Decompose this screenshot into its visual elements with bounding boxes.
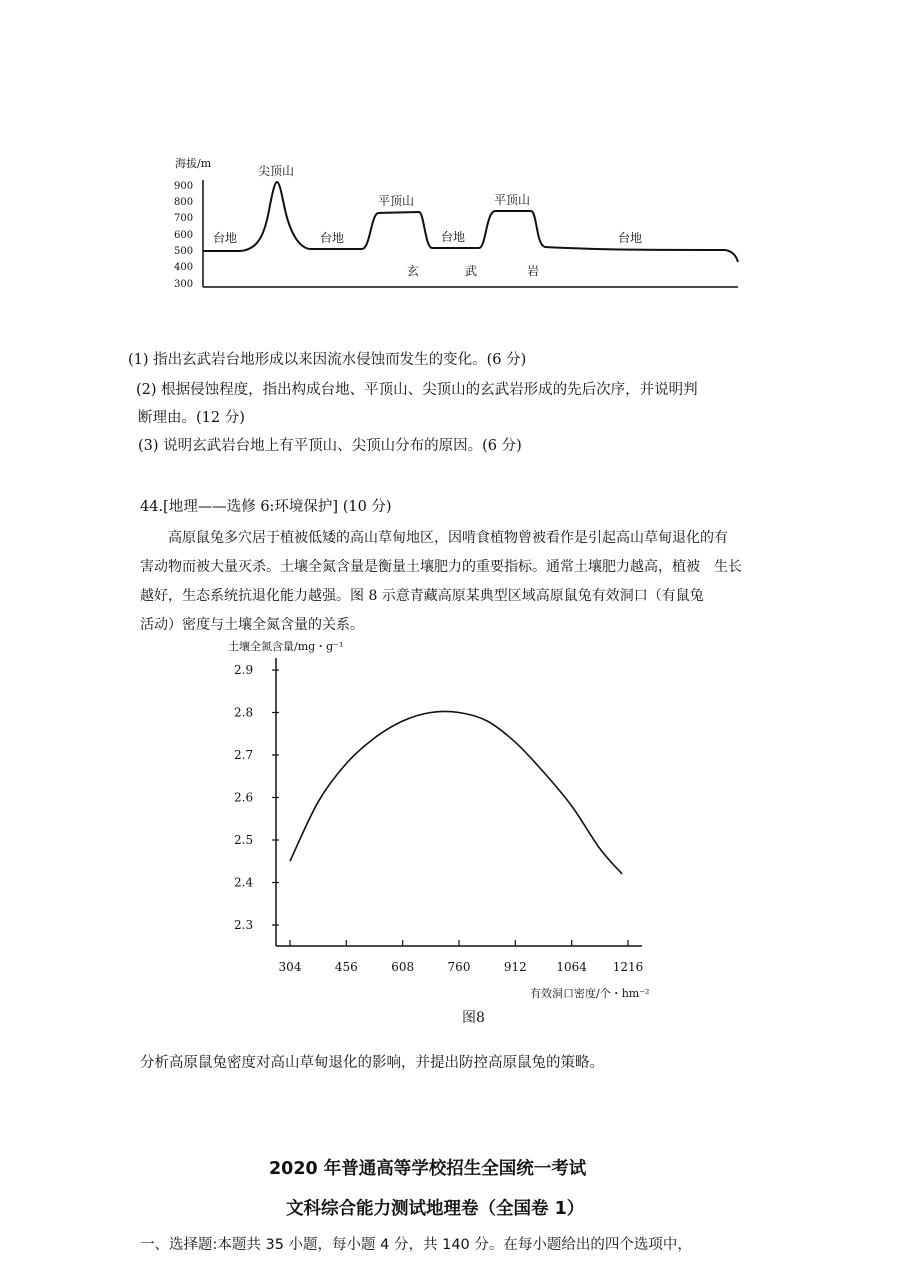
label-plateau-4: 台地 [618,231,643,245]
chart-y-tick-label: 2.5 [234,833,254,847]
chart-x-tick-label: 1064 [556,960,587,974]
label-flat-top-2: 平顶山 [494,193,531,207]
chart-x-tick-label: 608 [391,960,415,974]
label-plateau-1: 台地 [213,231,238,245]
profile-y-tick: 500 [174,246,194,257]
chart-y-tick-label: 2.8 [234,705,254,720]
profile-y-tick: 700 [174,213,194,224]
question-44-paragraph [140,524,742,640]
chart-x-tick-label: 456 [334,960,358,974]
chart-y-tick-label: 2.3 [234,918,254,932]
question-43-2-cont: 断理由。(12 分) [138,410,245,426]
label-flat-top-1: 平顶山 [378,194,415,208]
terrain-profile-figure [0,0,909,320]
chart-y-tick-label: 2.6 [234,790,254,805]
profile-y-ticks [174,181,193,290]
profile-y-tick: 300 [174,279,194,290]
question-43-3: (3) 说明玄武岩台地上有平顶山、尖顶山分布的原因。(6 分) [138,438,522,454]
question-44-prompt: 分析高原鼠兔密度对高山草甸退化的影响，并提出防控高原鼠兔的策略。 [140,1055,604,1071]
chart-y-tick-label: 2.9 [234,663,254,677]
chart-y-axis-label: 土壤全氮含量/mg・g⁻¹ [228,640,344,653]
label-plateau-3: 台地 [441,230,466,244]
paragraph-line: 高原鼠兔多穴居于植被低矮的高山草甸地区，因啃食植物曾被看作是引起高山草甸退化的有 [168,530,728,546]
chart-y-tick-label: 2.4 [234,875,254,890]
chart-series-line [290,711,622,874]
chart-x-tick-label: 304 [278,960,302,974]
exam-title-line-2: 文科综合能力测试地理卷（全国卷 1） [286,1199,585,1219]
chart-x-axis-label: 有效洞口密度/个・hm⁻² [530,987,650,1000]
label-rock-1: 玄 [407,264,420,278]
paragraph-line: 害动物而被大量灭杀。土壤全氮含量是衡量土壤肥力的重要指标。通常土壤肥力越高，植被 生长 [140,559,742,575]
figure-8-chart [0,630,909,1030]
profile-y-tick: 400 [174,262,194,273]
chart-x-tick-label: 760 [447,960,471,974]
exam-section-intro: 一、选择题:本题共 35 小题，每小题 4 分，共 140 分。在每小题给出的四个选项中， [140,1237,692,1253]
terrain-profile-line [203,182,738,262]
paragraph-line: 越好，生态系统抗退化能力越强。图 8 示意青藏高原某典型区域高原鼠兔有效洞口（有鼠兔 [140,588,704,604]
profile-y-tick: 800 [174,197,194,208]
label-rock-2: 武 [465,264,478,278]
label-plateau-2: 台地 [320,231,345,245]
chart-x-tick-label: 1216 [612,960,644,974]
question-43-2: (2) 根据侵蚀程度，指出构成台地、平顶山、尖顶山的玄武岩形成的先后次序，并说明判 [136,382,698,398]
profile-y-tick: 900 [174,181,194,192]
exam-title-line-1: 2020 年普通高等学校招生全国统一考试 [269,1159,587,1179]
profile-y-axis-title: 海拔/m [175,157,212,170]
chart-title: 图8 [462,1010,485,1026]
label-peak: 尖顶山 [258,164,295,178]
question-43-1: (1) 指出玄武岩台地形成以来因流水侵蚀而发生的变化。(6 分) [128,352,527,368]
profile-y-tick: 600 [174,230,194,241]
chart-y-tick-label: 2.7 [234,748,254,762]
paragraph-line: 活动）密度与土壤全氮含量的关系。 [140,617,364,633]
label-rock-3: 岩 [527,264,540,278]
question-44-heading: 44.[地理——选修 6:环境保护] (10 分) [140,499,392,515]
chart-x-tick-label: 912 [503,960,527,974]
